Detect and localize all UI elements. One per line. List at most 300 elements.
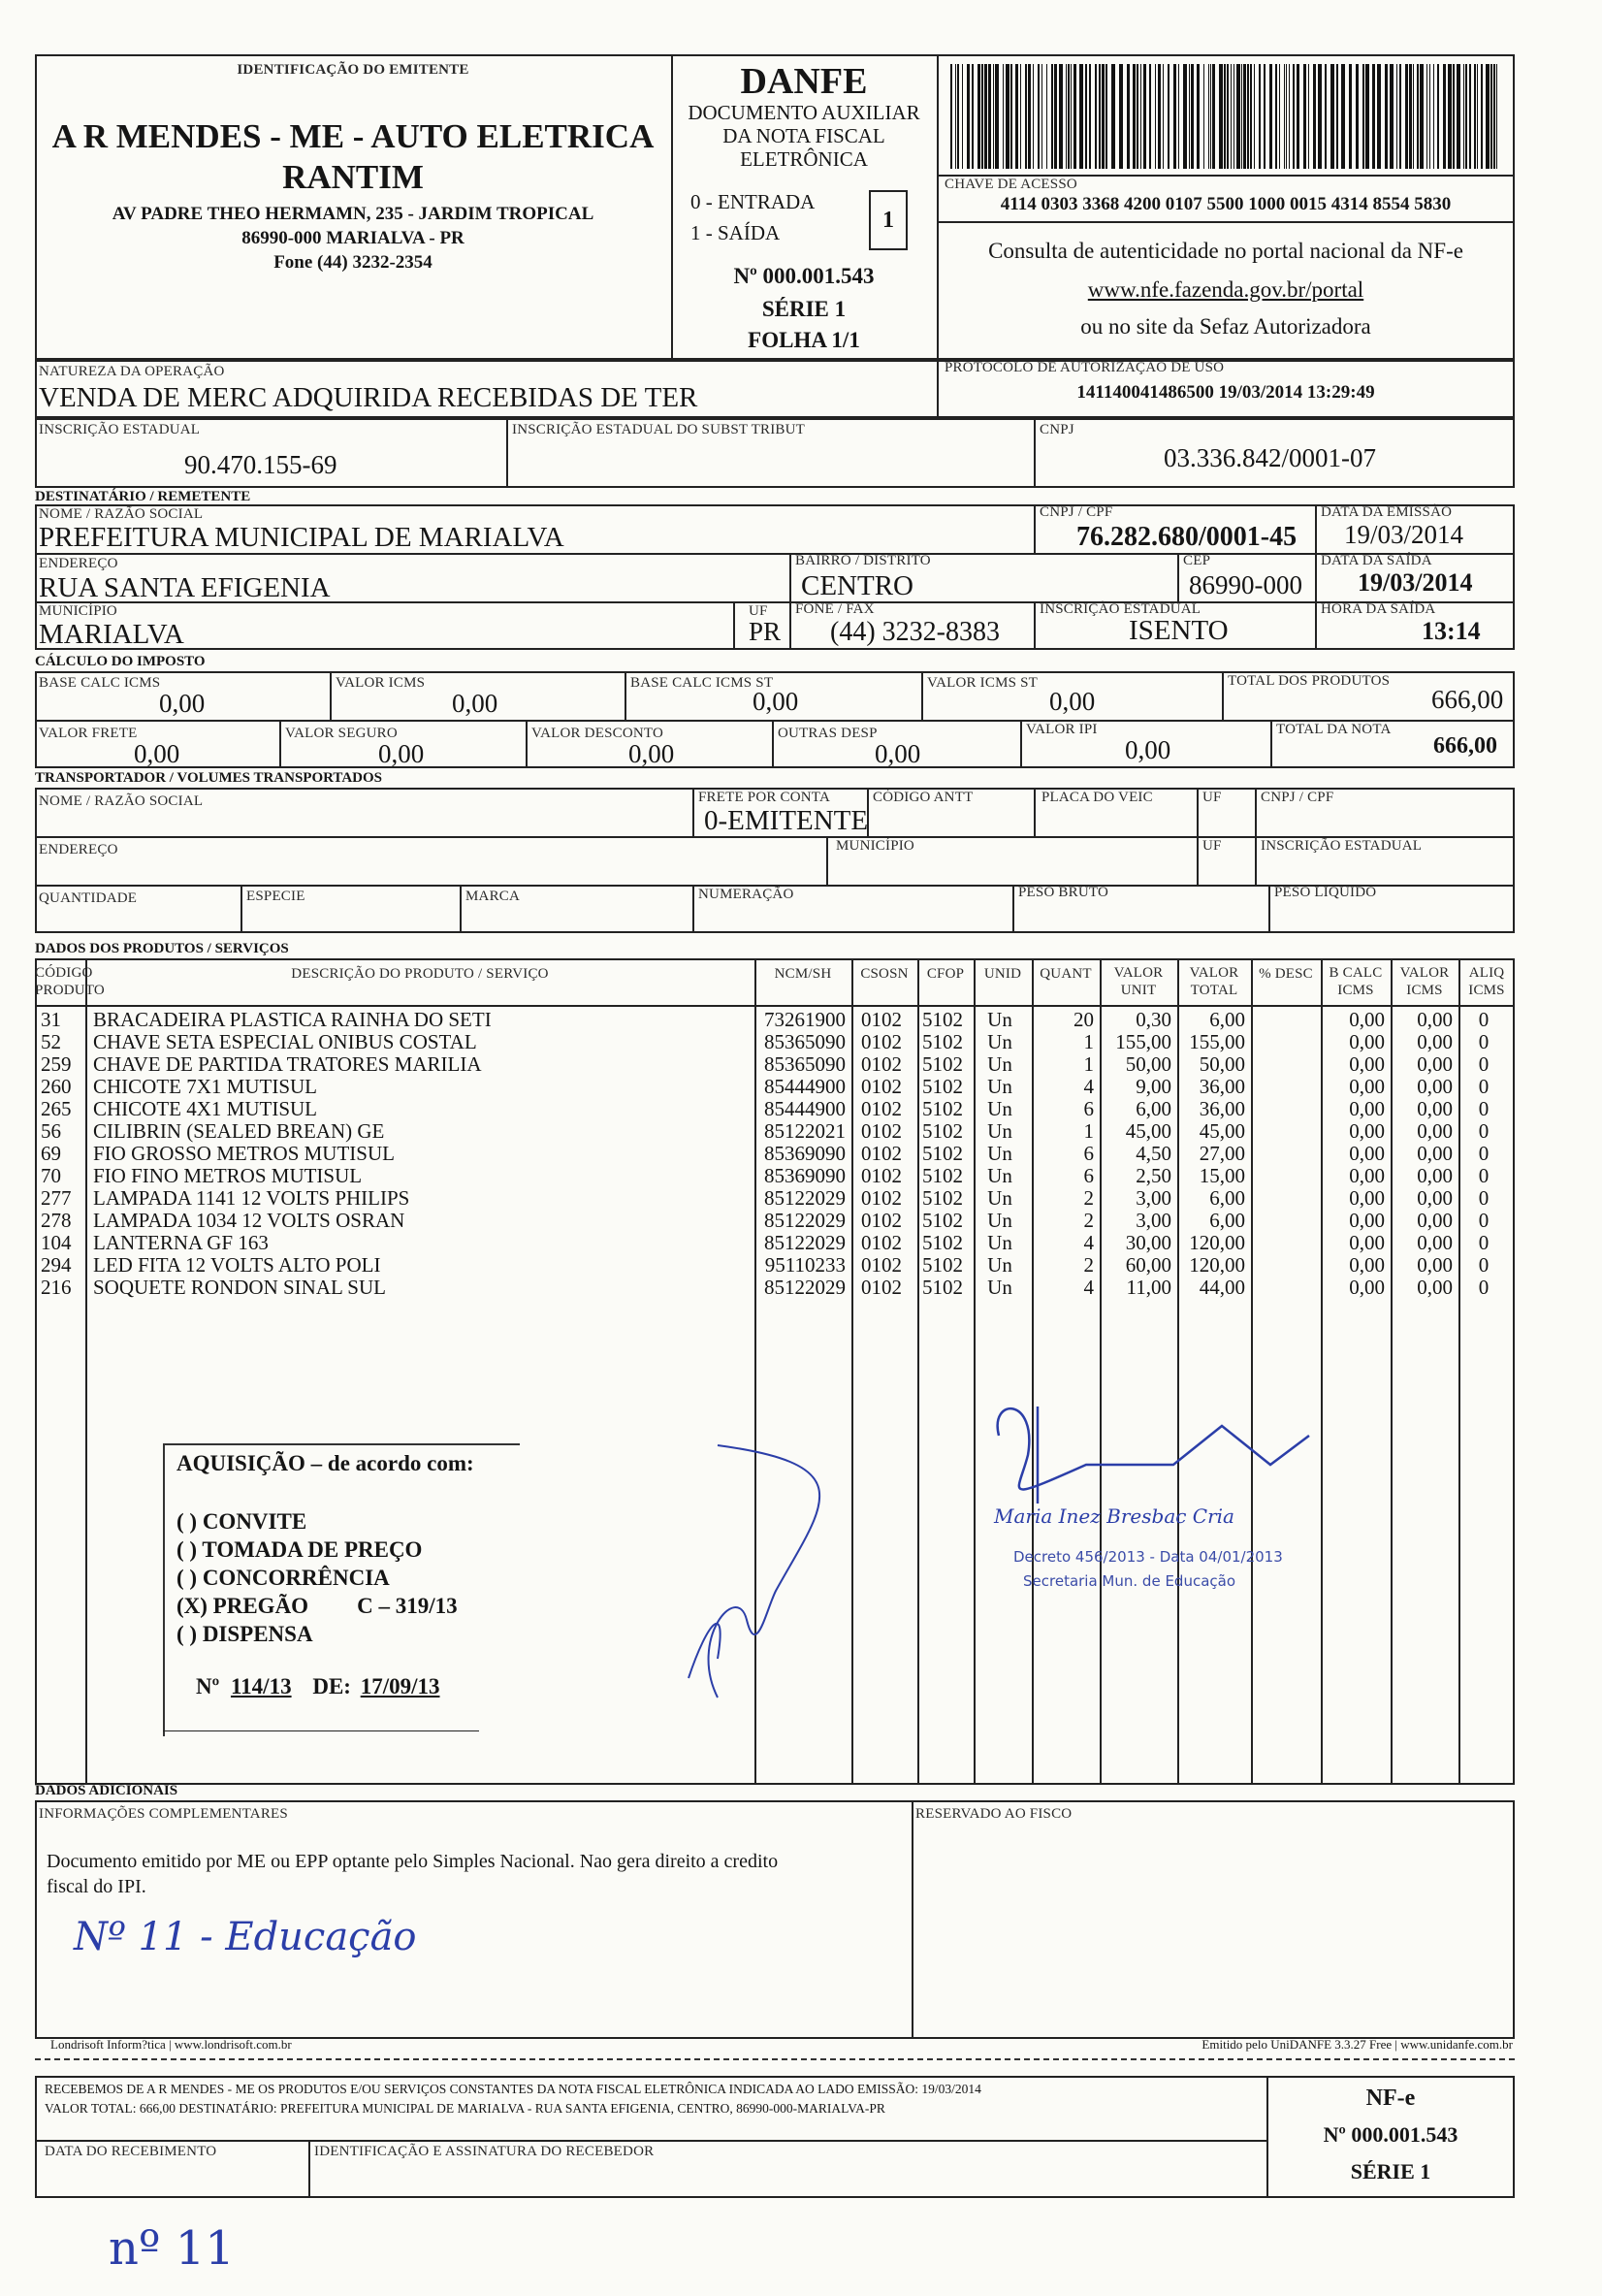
col-ncm: NCM/SH (774, 966, 832, 982)
cell-bcalc: 0,00 (1349, 1186, 1385, 1210)
cell-unid: Un (987, 1142, 1012, 1165)
transp-municipio-label: MUNICÍPIO (836, 838, 914, 854)
option-convite: ( ) CONVITE (176, 1509, 307, 1534)
transp-ie-label: INSCRIÇÃO ESTADUAL (1261, 838, 1423, 854)
cell-vtotal: 120,00 (1189, 1253, 1245, 1277)
outras-label: OUTRAS DESP (778, 726, 878, 741)
cell-unid: Un (987, 1253, 1012, 1277)
frete-label: VALOR FRETE (39, 726, 138, 741)
col-aliq: ALIQ ICMS (1468, 965, 1505, 998)
cell-vicms: 0,00 (1417, 1030, 1453, 1053)
cell-unid: Un (987, 1276, 1012, 1299)
table-row (35, 1076, 1515, 1098)
cell-quant: 2 (1083, 1186, 1094, 1210)
col-csosn: CSOSN (860, 966, 909, 982)
valor-icms-st: 0,00 (1049, 687, 1096, 716)
footer-left: Londrisoft Inform?tica | www.londrisoft.com.br (50, 2037, 292, 2052)
danfe-numero: Nº 000.001.543 (733, 264, 875, 288)
cell-codigo: 277 (41, 1186, 72, 1210)
cell-vunit: 30,00 (1125, 1231, 1171, 1254)
transp-peso-bruto-label: PESO BRUTO (1018, 885, 1108, 900)
table-row (35, 1254, 1515, 1277)
cell-cfop: 5102 (922, 1075, 963, 1098)
ipi-label: VALOR IPI (1026, 722, 1098, 737)
cell-ncm: 85365090 (764, 1030, 846, 1053)
chave-value: 4114 0303 3368 4200 0107 5500 1000 0015 4314 8554 5830 (1000, 194, 1452, 214)
protocolo-value: 141140041486500 19/03/2014 13:29:49 (1076, 382, 1375, 403)
dest-nome: PREFEITURA MUNICIPAL DE MARIALVA (39, 522, 564, 553)
cell-descricao: LED FITA 12 VOLTS ALTO POLI (93, 1253, 381, 1277)
dest-emissao-label: DATA DA EMISSÃO (1321, 504, 1453, 520)
canhoto-numero: Nº 000.001.543 (1323, 2122, 1458, 2147)
cell-ncm: 85365090 (764, 1052, 846, 1076)
cell-quant: 6 (1083, 1164, 1094, 1187)
emitente-address: AV PADRE THEO HERMAMN, 235 - JARDIM TROPICAL (112, 204, 594, 224)
cell-quant: 1 (1083, 1119, 1094, 1143)
table-row (35, 1232, 1515, 1254)
cell-unid: Un (987, 1119, 1012, 1143)
cell-codigo: 56 (41, 1119, 61, 1143)
outras-value: 0,00 (875, 739, 921, 768)
transp-numeracao-label: NUMERAÇÃO (698, 887, 794, 902)
cell-aliq: 0 (1478, 1052, 1490, 1076)
option-dispensa: ( ) DISPENSA (176, 1622, 313, 1646)
cell-quant: 4 (1083, 1231, 1094, 1254)
cell-csosn: 0102 (861, 1008, 902, 1031)
emitente-name: A R MENDES - ME - AUTO ELETRICA RANTIM (51, 117, 655, 196)
desconto-value: 0,00 (628, 739, 675, 768)
danfe-saida: 1 - SAÍDA (690, 221, 781, 244)
cell-vicms: 0,00 (1417, 1052, 1453, 1076)
cell-vtotal: 44,00 (1199, 1276, 1245, 1299)
dest-bairro-label: BAIRRO / DISTRITO (795, 553, 931, 568)
cell-quant: 2 (1083, 1253, 1094, 1277)
cell-descricao: BRACADEIRA PLASTICA RAINHA DO SETI (93, 1008, 492, 1031)
aquisicao-numero: Nº 114/13 DE: 17/09/13 (196, 1674, 440, 1698)
cell-vicms: 0,00 (1417, 1097, 1453, 1120)
cell-bcalc: 0,00 (1349, 1008, 1385, 1031)
cell-descricao: CHAVE SETA ESPECIAL ONIBUS COSTAL (93, 1030, 477, 1053)
emitente-label: IDENTIFICAÇÃO DO EMITENTE (237, 62, 469, 78)
transportador-section: TRANSPORTADOR / VOLUMES TRANSPORTADOS (35, 770, 383, 786)
total-nota: 666,00 (1433, 733, 1497, 759)
dest-municipio-label: MUNICÍPIO (39, 603, 117, 619)
cell-aliq: 0 (1478, 1231, 1490, 1254)
cell-descricao: CHICOTE 7X1 MUTISUL (93, 1075, 317, 1098)
chave-label: CHAVE DE ACESSO (945, 177, 1077, 192)
table-row (35, 1098, 1515, 1120)
cell-quant: 6 (1083, 1097, 1094, 1120)
cell-descricao: LANTERNA GF 163 (93, 1231, 269, 1254)
cell-unid: Un (987, 1008, 1012, 1031)
cell-bcalc: 0,00 (1349, 1276, 1385, 1299)
desconto-label: VALOR DESCONTO (531, 726, 664, 741)
transp-nome-label: NOME / RAZÃO SOCIAL (39, 793, 204, 809)
cell-codigo: 70 (41, 1164, 61, 1187)
transp-peso-liquido-label: PESO LIQUIDO (1274, 885, 1377, 900)
cell-descricao: CILIBRIN (SEALED BREAN) GE (93, 1119, 385, 1143)
col-quant: QUANT (1040, 966, 1092, 982)
cell-csosn: 0102 (861, 1030, 902, 1053)
dest-cnpj: 76.282.680/0001-45 (1076, 522, 1298, 552)
consulta-sefaz: ou no site da Sefaz Autorizadora (1080, 314, 1371, 339)
emitente-phone: Fone (44) 3232-2354 (273, 252, 433, 273)
canhoto-assinatura-label: IDENTIFICAÇÃO E ASSINATURA DO RECEBEDOR (314, 2144, 655, 2159)
total-produtos-label: TOTAL DOS PRODUTOS (1228, 673, 1391, 689)
cell-unid: Un (987, 1231, 1012, 1254)
dest-ie: ISENTO (1129, 615, 1229, 646)
cell-bcalc: 0,00 (1349, 1164, 1385, 1187)
dest-hora-label: HORA DA SAÍDA (1321, 601, 1436, 617)
cell-vicms: 0,00 (1417, 1276, 1453, 1299)
transp-quantidade-label: QUANTIDADE (39, 890, 138, 906)
col-unid: UNID (983, 966, 1022, 982)
dest-bairro: CENTRO (801, 570, 913, 601)
aquisicao-title: AQUISIÇÃO – de acordo com: (176, 1451, 474, 1475)
cell-vtotal: 155,00 (1189, 1030, 1245, 1053)
cell-descricao: FIO GROSSO METROS MUTISUL (93, 1142, 395, 1165)
cell-codigo: 278 (41, 1209, 72, 1232)
cell-vicms: 0,00 (1417, 1186, 1453, 1210)
cell-vtotal: 27,00 (1199, 1142, 1245, 1165)
footer-right: Emitido pelo UniDANFE 3.3.27 Free | www.unidanfe.com.br (1202, 2037, 1513, 2052)
cell-cfop: 5102 (922, 1209, 963, 1232)
tear-line (35, 2058, 1515, 2060)
table-row (35, 1210, 1515, 1232)
cell-vtotal: 6,00 (1209, 1186, 1245, 1210)
cell-csosn: 0102 (861, 1276, 902, 1299)
danfe-subtitle: DOCUMENTO AUXILIAR DA NOTA FISCAL ELETRÔNICA (688, 101, 920, 171)
aquisicao-options (176, 1507, 458, 1648)
cell-unid: Un (987, 1186, 1012, 1210)
dest-emissao: 19/03/2014 (1344, 520, 1464, 549)
transp-cnpj-label: CNPJ / CPF (1261, 790, 1334, 805)
table-row (35, 1143, 1515, 1165)
danfe-title: DANFE (740, 61, 868, 102)
cell-unid: Un (987, 1075, 1012, 1098)
cell-aliq: 0 (1478, 1030, 1490, 1053)
dest-fone-label: FONE / FAX (795, 601, 875, 617)
cell-cfop: 5102 (922, 1276, 963, 1299)
cell-vunit: 155,00 (1115, 1030, 1171, 1053)
cell-vicms: 0,00 (1417, 1119, 1453, 1143)
cell-aliq: 0 (1478, 1142, 1490, 1165)
table-row (35, 1165, 1515, 1187)
cell-quant: 4 (1083, 1276, 1094, 1299)
ie-label: INSCRIÇÃO ESTADUAL (39, 422, 201, 437)
ie-st-label: INSCRIÇÃO ESTADUAL DO SUBST TRIBUT (512, 422, 806, 437)
cell-vunit: 3,00 (1136, 1209, 1171, 1232)
cell-vunit: 4,50 (1136, 1142, 1171, 1165)
option-tomada: ( ) TOMADA DE PREÇO (176, 1537, 423, 1562)
transp-endereco-label: ENDEREÇO (39, 842, 118, 857)
transp-uf2-label: UF (1202, 838, 1222, 854)
base-icms-st-label: BASE CALC ICMS ST (630, 675, 774, 691)
cell-vunit: 45,00 (1125, 1119, 1171, 1143)
cell-aliq: 0 (1478, 1186, 1490, 1210)
col-bcalc: B CALC ICMS (1329, 965, 1383, 998)
svg-text:Maria Inez Bresbac Cria: Maria Inez Bresbac Cria (994, 1504, 1234, 1528)
valor-icms-label: VALOR ICMS (336, 675, 426, 691)
cell-csosn: 0102 (861, 1186, 902, 1210)
base-icms: 0,00 (159, 689, 206, 718)
cell-vunit: 0,30 (1136, 1008, 1171, 1031)
cell-vicms: 0,00 (1417, 1164, 1453, 1187)
svg-text:Decreto 456/2013 - Data 04/01/: Decreto 456/2013 - Data 04/01/2013 (1013, 1548, 1283, 1566)
signature-scribbles (630, 1387, 1367, 1707)
cell-csosn: 0102 (861, 1097, 902, 1120)
option-pregao: (X) PREGÃO C – 319/13 (176, 1594, 458, 1618)
cell-cfop: 5102 (922, 1030, 963, 1053)
frete-value: 0,00 (134, 739, 180, 768)
transp-placa-label: PLACA DO VEIC (1041, 790, 1153, 805)
cell-ncm: 85122021 (764, 1119, 846, 1143)
dest-endereco-label: ENDEREÇO (39, 556, 118, 571)
cell-vicms: 0,00 (1417, 1142, 1453, 1165)
cell-vunit: 50,00 (1125, 1052, 1171, 1076)
cnpj-value: 03.336.842/0001-07 (1164, 443, 1376, 472)
dest-municipio: MARIALVA (39, 619, 184, 650)
seguro-label: VALOR SEGURO (285, 726, 398, 741)
info-label: INFORMAÇÕES COMPLEMENTARES (39, 1806, 288, 1822)
cell-csosn: 0102 (861, 1142, 902, 1165)
cell-ncm: 85369090 (764, 1142, 846, 1165)
cell-csosn: 0102 (861, 1119, 902, 1143)
cell-csosn: 0102 (861, 1075, 902, 1098)
cell-codigo: 260 (41, 1075, 72, 1098)
fisco-label: RESERVADO AO FISCO (915, 1806, 1073, 1822)
table-row (35, 1053, 1515, 1076)
cell-bcalc: 0,00 (1349, 1119, 1385, 1143)
cnpj-label: CNPJ (1040, 422, 1074, 437)
cell-codigo: 294 (41, 1253, 72, 1277)
cell-descricao: SOQUETE RONDON SINAL SUL (93, 1276, 386, 1299)
cell-vunit: 6,00 (1136, 1097, 1171, 1120)
table-row (35, 1187, 1515, 1210)
table-row (35, 1120, 1515, 1143)
cell-codigo: 265 (41, 1097, 72, 1120)
cell-cfop: 5102 (922, 1231, 963, 1254)
cell-vtotal: 36,00 (1199, 1075, 1245, 1098)
canhoto-text2: VALOR TOTAL: 666,00 DESTINATÁRIO: PREFEITURA MUNICIPAL DE MARIALVA - RUA SANTA EFIGENIA, CENTRO, 86990-000-MARIALVA-PR (45, 2101, 885, 2116)
cell-csosn: 0102 (861, 1231, 902, 1254)
col-codigo: CÓDIGO PRODUTO (35, 965, 105, 998)
col-vtotal: VALOR TOTAL (1189, 965, 1239, 998)
cell-descricao: FIO FINO METROS MUTISUL (93, 1164, 363, 1187)
cell-aliq: 0 (1478, 1276, 1490, 1299)
cell-vtotal: 15,00 (1199, 1164, 1245, 1187)
cell-unid: Un (987, 1030, 1012, 1053)
danfe-folha: FOLHA 1/1 (748, 328, 860, 352)
cell-cfop: 5102 (922, 1052, 963, 1076)
info-text2: fiscal do IPI. (47, 1876, 146, 1897)
cell-aliq: 0 (1478, 1008, 1490, 1031)
cell-quant: 20 (1073, 1008, 1094, 1031)
dest-saida-label: DATA DA SAÍDA (1321, 553, 1432, 568)
cell-unid: Un (987, 1209, 1012, 1232)
danfe-tipo-box: 1 (869, 190, 908, 250)
barcode (950, 64, 1503, 169)
handwritten-note: Nº 11 - Educação (74, 1915, 417, 1959)
cell-descricao: LAMPADA 1141 12 VOLTS PHILIPS (93, 1186, 410, 1210)
consulta-url[interactable]: www.nfe.fazenda.gov.br/portal (1087, 277, 1364, 302)
imposto-section: CÁLCULO DO IMPOSTO (35, 654, 206, 669)
canhoto-nfe: NF-e (1365, 2086, 1416, 2111)
canhoto-text1: RECEBEMOS DE A R MENDES - ME OS PRODUTOS E/OU SERVIÇOS CONSTANTES DA NOTA FISCAL ELETRÔNICA INDICADA AO LADO EMISSÃO: 19/03/2014 (45, 2082, 981, 2096)
cell-bcalc: 0,00 (1349, 1142, 1385, 1165)
cell-cfop: 5102 (922, 1186, 963, 1210)
cell-vunit: 60,00 (1125, 1253, 1171, 1277)
dest-endereco: RUA SANTA EFIGENIA (39, 572, 331, 603)
col-cfop: CFOP (926, 966, 965, 982)
bottom-handwritten: nº 11 (109, 2221, 235, 2276)
cell-cfop: 5102 (922, 1253, 963, 1277)
dest-cnpj-label: CNPJ / CPF (1040, 504, 1113, 520)
cell-aliq: 0 (1478, 1097, 1490, 1120)
cell-aliq: 0 (1478, 1075, 1490, 1098)
dest-hora: 13:14 (1422, 617, 1481, 645)
cell-aliq: 0 (1478, 1119, 1490, 1143)
adicionais-section: DADOS ADICIONAIS (35, 1783, 178, 1798)
cell-ncm: 95110233 (764, 1253, 846, 1277)
cell-vunit: 2,50 (1136, 1164, 1171, 1187)
cell-descricao: CHAVE DE PARTIDA TRATORES MARILIA (93, 1052, 482, 1076)
danfe-entrada: 0 - ENTRADA (690, 190, 816, 213)
cell-bcalc: 0,00 (1349, 1231, 1385, 1254)
natureza-label: NATUREZA DA OPERAÇÃO (39, 364, 225, 379)
cell-ncm: 85122029 (764, 1231, 846, 1254)
cell-csosn: 0102 (861, 1164, 902, 1187)
cell-cfop: 5102 (922, 1119, 963, 1143)
cell-quant: 4 (1083, 1075, 1094, 1098)
cell-ncm: 85122029 (764, 1276, 846, 1299)
cell-bcalc: 0,00 (1349, 1075, 1385, 1098)
cell-bcalc: 0,00 (1349, 1052, 1385, 1076)
base-icms-label: BASE CALC ICMS (39, 675, 161, 691)
valor-icms-st-label: VALOR ICMS ST (927, 675, 1039, 691)
canhoto-serie: SÉRIE 1 (1350, 2159, 1431, 2183)
cell-aliq: 0 (1478, 1209, 1490, 1232)
cell-vicms: 0,00 (1417, 1253, 1453, 1277)
cell-quant: 6 (1083, 1142, 1094, 1165)
cell-csosn: 0102 (861, 1052, 902, 1076)
cell-cfop: 5102 (922, 1142, 963, 1165)
cell-vunit: 3,00 (1136, 1186, 1171, 1210)
cell-vicms: 0,00 (1417, 1075, 1453, 1098)
cell-csosn: 0102 (861, 1253, 902, 1277)
cell-descricao: CHICOTE 4X1 MUTISUL (93, 1097, 317, 1120)
cell-vtotal: 36,00 (1199, 1097, 1245, 1120)
ie-value: 90.470.155-69 (184, 450, 337, 479)
transp-frete: 0-EMITENTE (704, 805, 869, 836)
produtos-section: DADOS DOS PRODUTOS / SERVIÇOS (35, 941, 289, 956)
canhoto-data-label: DATA DO RECEBIMENTO (45, 2144, 217, 2159)
cell-bcalc: 0,00 (1349, 1209, 1385, 1232)
emitente-city: 86990-000 MARIALVA - PR (241, 228, 465, 248)
col-desc: % DESC (1259, 966, 1313, 982)
dest-cep: 86990-000 (1189, 570, 1302, 599)
cell-bcalc: 0,00 (1349, 1030, 1385, 1053)
dest-fone: (44) 3232-8383 (830, 617, 1000, 647)
protocolo-label: PROTOCOLO DE AUTORIZAÇÃO DE USO (945, 360, 1225, 375)
ipi-value: 0,00 (1125, 735, 1171, 764)
cell-vunit: 11,00 (1126, 1276, 1171, 1299)
transp-frete-label: FRETE POR CONTA (698, 790, 830, 805)
cell-ncm: 85122029 (764, 1209, 846, 1232)
total-nota-label: TOTAL DA NOTA (1276, 722, 1392, 737)
cell-vtotal: 50,00 (1199, 1052, 1245, 1076)
cell-codigo: 259 (41, 1052, 72, 1076)
cell-ncm: 85444900 (764, 1075, 846, 1098)
base-icms-st: 0,00 (753, 687, 799, 716)
table-row (35, 1009, 1515, 1031)
table-row (35, 1031, 1515, 1053)
transp-especie-label: ESPECIE (246, 889, 305, 904)
cell-quant: 1 (1083, 1030, 1094, 1053)
cell-vtotal: 120,00 (1189, 1231, 1245, 1254)
col-descricao: DESCRIÇÃO DO PRODUTO / SERVIÇO (291, 966, 549, 982)
cell-aliq: 0 (1478, 1253, 1490, 1277)
transp-antt-label: CÓDIGO ANTT (873, 790, 974, 805)
info-text1: Documento emitido por ME ou EPP optante pelo Simples Nacional. Nao gera direito a credito (47, 1851, 779, 1872)
natureza-value: VENDA DE MERC ADQUIRIDA RECEBIDAS DE TER (39, 382, 698, 413)
dest-uf-label: UF (749, 603, 768, 619)
cell-unid: Un (987, 1164, 1012, 1187)
cell-codigo: 31 (41, 1008, 61, 1031)
cell-codigo: 104 (41, 1231, 72, 1254)
option-concorrencia: ( ) CONCORRÊNCIA (176, 1566, 390, 1590)
cell-aliq: 0 (1478, 1164, 1490, 1187)
svg-text:Secretaria Mun. de Educação: Secretaria Mun. de Educação (1023, 1572, 1236, 1590)
total-produtos: 666,00 (1431, 685, 1504, 714)
cell-quant: 2 (1083, 1209, 1094, 1232)
seguro-value: 0,00 (378, 739, 425, 768)
transp-marca-label: MARCA (465, 889, 521, 904)
cell-vicms: 0,00 (1417, 1209, 1453, 1232)
cell-descricao: LAMPADA 1034 12 VOLTS OSRAN (93, 1209, 405, 1232)
valor-icms: 0,00 (452, 689, 498, 718)
cell-bcalc: 0,00 (1349, 1097, 1385, 1120)
cell-ncm: 85122029 (764, 1186, 846, 1210)
cell-unid: Un (987, 1052, 1012, 1076)
cell-quant: 1 (1083, 1052, 1094, 1076)
transp-uf-label: UF (1202, 790, 1222, 805)
cell-cfop: 5102 (922, 1097, 963, 1120)
cell-vtotal: 45,00 (1199, 1119, 1245, 1143)
cell-vicms: 0,00 (1417, 1008, 1453, 1031)
cell-unid: Un (987, 1097, 1012, 1120)
col-vunit: VALOR UNIT (1113, 965, 1164, 998)
cell-codigo: 216 (41, 1276, 72, 1299)
cell-vtotal: 6,00 (1209, 1209, 1245, 1232)
dest-nome-label: NOME / RAZÃO SOCIAL (39, 506, 204, 522)
cell-codigo: 52 (41, 1030, 61, 1053)
consulta-text: Consulta de autenticidade no portal nacional da NF-e (988, 239, 1463, 263)
destinatario-section: DESTINATÁRIO / REMETENTE (35, 489, 251, 504)
table-row (35, 1277, 1515, 1299)
dest-saida: 19/03/2014 (1358, 568, 1473, 597)
dest-ie-label: INSCRIÇÃO ESTADUAL (1040, 601, 1202, 617)
dest-uf: PR (749, 617, 782, 646)
cell-vicms: 0,00 (1417, 1231, 1453, 1254)
col-vicms: VALOR ICMS (1399, 965, 1450, 998)
cell-bcalc: 0,00 (1349, 1253, 1385, 1277)
cell-codigo: 69 (41, 1142, 61, 1165)
danfe-serie: SÉRIE 1 (761, 297, 847, 321)
cell-csosn: 0102 (861, 1209, 902, 1232)
cell-vunit: 9,00 (1136, 1075, 1171, 1098)
cell-ncm: 85444900 (764, 1097, 846, 1120)
